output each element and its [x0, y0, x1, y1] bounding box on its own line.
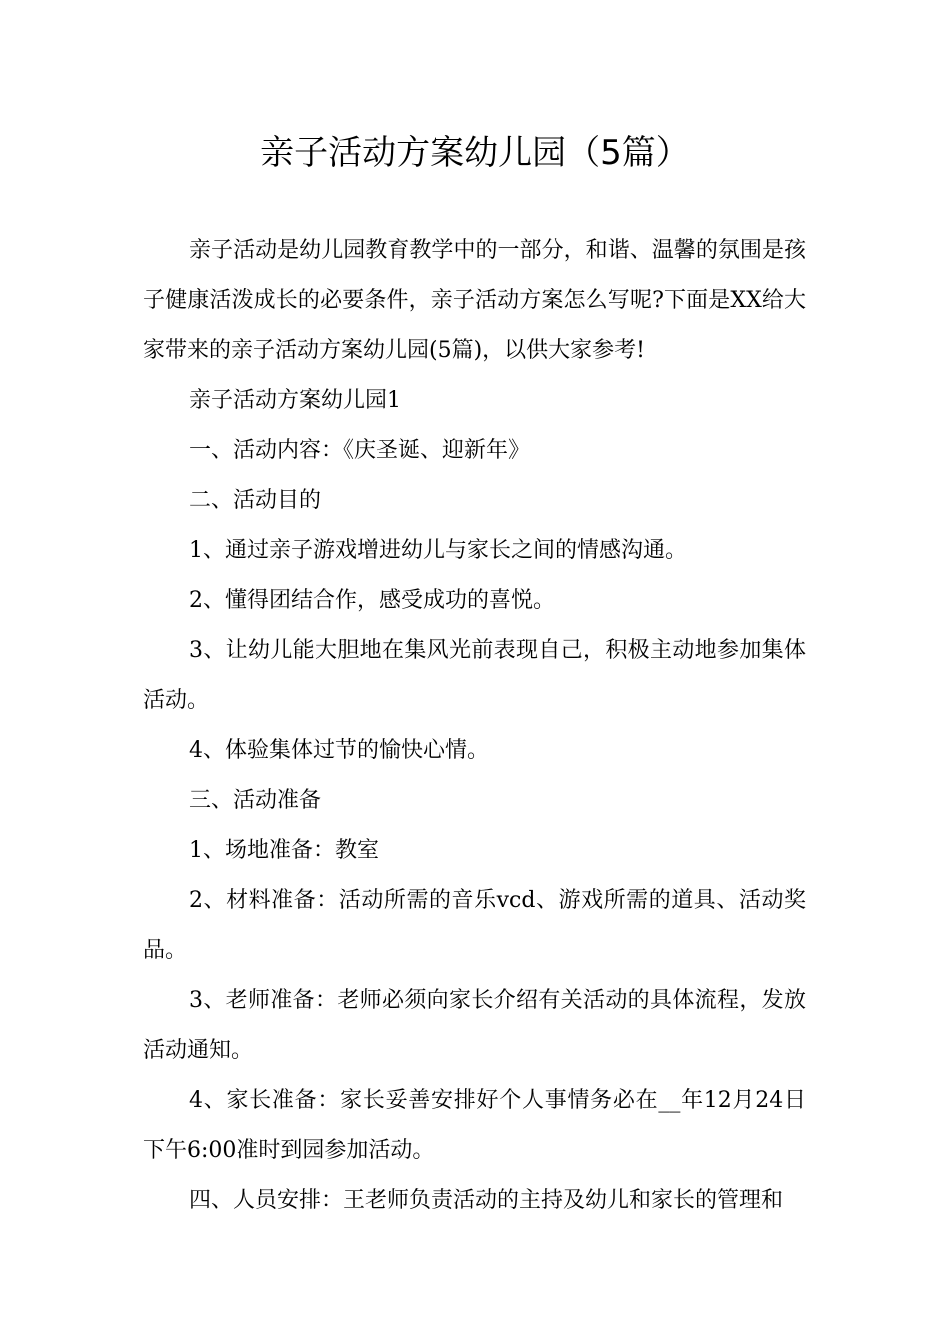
- paragraph-prep-materials: 2、材料准备：活动所需的音乐vcd、游戏所需的道具、活动奖品。: [143, 888, 806, 963]
- paragraph-prep-parents: 4、家长准备：家长妥善安排好个人事情务必在__年12月24日下午6:00准时到园参加活动。: [143, 1088, 806, 1163]
- paragraph-activity-content: 一、活动内容：《庆圣诞、迎新年》: [189, 438, 531, 463]
- paragraph-prep-teacher: 3、老师准备：老师必须向家长介绍有关活动的具体流程，发放活动通知。: [143, 988, 806, 1063]
- paragraph-intro: 亲子活动是幼儿园教育教学中的一部分，和谐、温馨的氛围是孩子健康活泼成长的必要条件，亲子活动方案怎么写呢?下面是XX给大家带来的亲子活动方案幼儿园(5篇)，以供大家参考!: [143, 238, 806, 363]
- paragraph-goal-1: 1、通过亲子游戏增进幼儿与家长之间的情感沟通。: [189, 538, 687, 563]
- paragraph-activity-goal-heading: 二、活动目的: [189, 488, 322, 513]
- paragraph-section-heading: 亲子活动方案幼儿园1: [189, 388, 401, 413]
- document-title: 亲子活动方案幼儿园（5篇）: [260, 133, 690, 173]
- paragraph-preparation-heading: 三、活动准备: [189, 788, 322, 813]
- paragraph-prep-venue: 1、场地准备：教室: [189, 838, 379, 863]
- document-body: [143, 226, 806, 1226]
- paragraph-goal-2: 2、懂得团结合作，感受成功的喜悦。: [189, 588, 555, 613]
- paragraph-goal-3: 3、让幼儿能大胆地在集风光前表现自己，积极主动地参加集体活动。: [143, 638, 806, 713]
- paragraph-goal-4: 4、体验集体过节的愉快心情。: [189, 738, 489, 763]
- paragraph-staffing: 四、人员安排：王老师负责活动的主持及幼儿和家长的管理和: [189, 1188, 784, 1213]
